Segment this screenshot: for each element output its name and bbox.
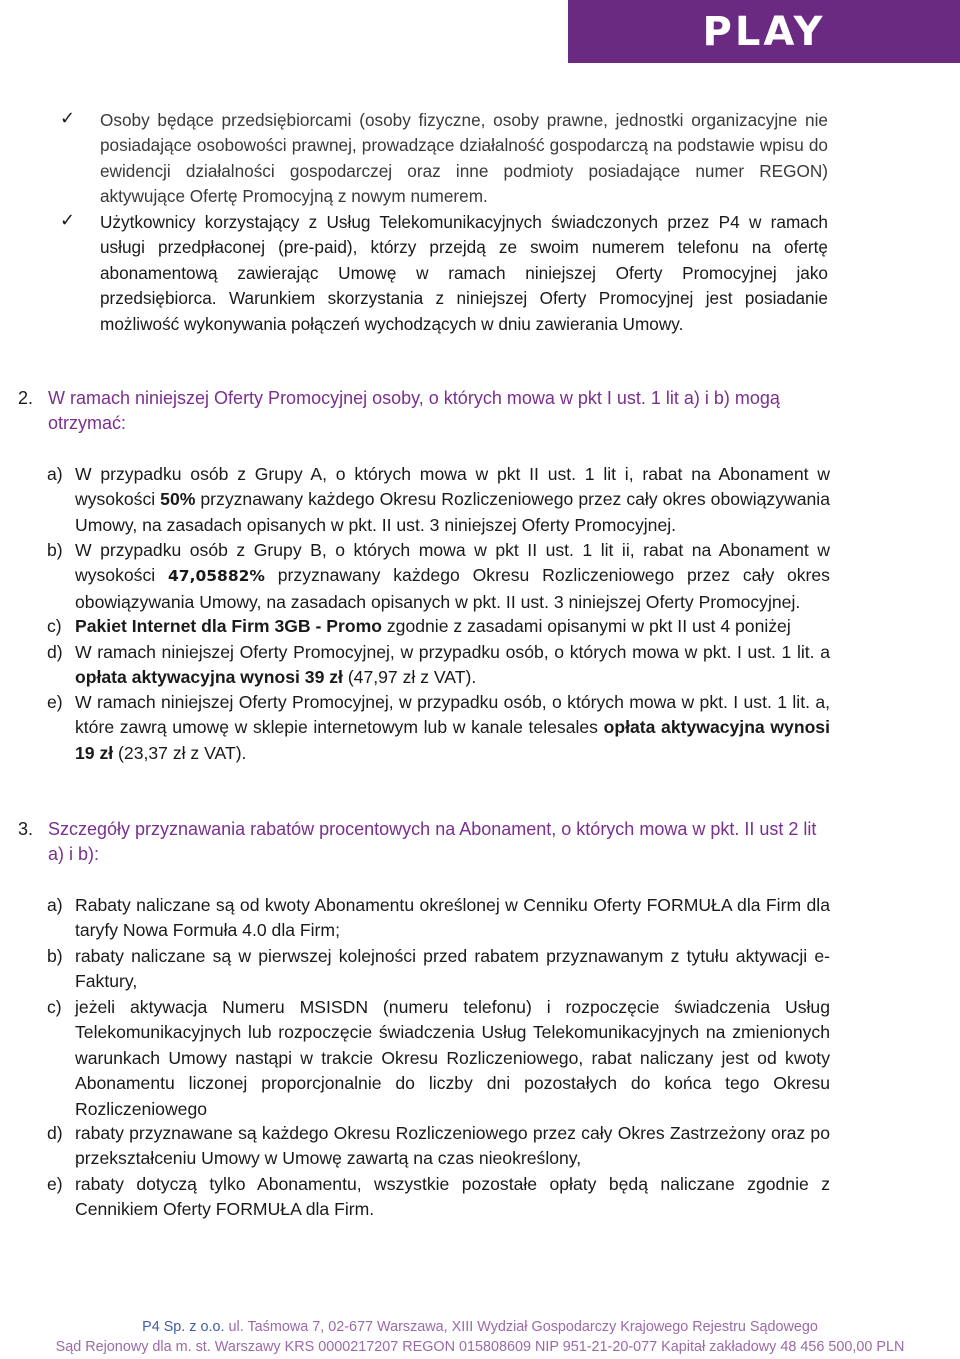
activation-fee: opłata aktywacyjna wynosi 39 zł: [75, 667, 343, 688]
section-title: W ramach niniejszej Oferty Promocyjnej osoby, o których mowa w pkt I ust. 1 lit a) i b) mogą otrzymać:: [48, 388, 780, 434]
footer-line-1: [0, 1319, 960, 1335]
item-text: W ramach niniejszej Oferty Promocyjnej, w przypadku osób, o których mowa w pkt. I ust. 1 lit. a opłata aktywacyjna wynosi 39 zł (47,97 zł z VAT).: [75, 642, 830, 688]
package-name: Pakiet Internet dla Firm 3GB - Promo: [75, 616, 382, 636]
item-letter: d): [47, 642, 63, 662]
item-letter: a): [47, 464, 63, 484]
item-letter: b): [47, 540, 63, 560]
section-number: 3.: [18, 819, 34, 839]
item-text: Pakiet Internet dla Firm 3GB - Promo zgodnie z zasadami opisanymi w pkt II ust 4 poniżej: [75, 616, 791, 636]
checkmark-icon: ✓: [60, 210, 76, 231]
item-text: W ramach niniejszej Oferty Promocyjnej, w przypadku osób, o których mowa w pkt. I ust. 1 lit. a, które zawrą umowę w sklepie internetowym lub w kanale telesales opłata aktywacyjna wynosi 19 zł (23,37 zł z VAT).: [75, 692, 830, 763]
activation-fee: opłata aktywacyjna wynosi 19 zł: [75, 717, 830, 763]
company-registry: Sąd Rejonowy dla m. st. Warszawy KRS 0000217207 REGON 015808609 NIP 951-21-20-077 Kapitał zakładowy 48 456 500,00 PLN: [55, 1339, 905, 1355]
section-number: 2.: [18, 388, 34, 408]
item-text: W przypadku osób z Grupy B, o których mowa w pkt II ust. 1 lit ii, rabat na Abonament w wysokości 47,05882% przyznawany każdego Okresu Rozliczeniowego przez cały okres obowiązywania Umowy, na zasadach opisanych w pkt. II ust. 3 niniejszej Oferty Promocyjnej.: [75, 540, 830, 612]
item-text: rabaty dotyczą tylko Abonamentu, wszystkie pozostałe opłaty będą naliczane zgodnie z Cennikiem Oferty FORMUŁA dla Firm.: [75, 1174, 830, 1220]
checkmark-icon: ✓: [60, 108, 76, 129]
item-text: rabaty przyznawane są każdego Okresu Rozliczeniowego przez cały Okres Zastrzeżony oraz po przekształceniu Umowy w Umowę zawartą na czas nieokreślony,: [75, 1123, 830, 1169]
section-title: Szczegóły przyznawania rabatów procentowych na Abonament, o których mowa w pkt. II ust 2 lit a) i b):: [48, 819, 817, 865]
item-letter: d): [47, 1123, 63, 1143]
item-text: jeżeli aktywacja Numeru MSISDN (numeru telefonu) i rozpoczęcie świadczenia Usług Telekomunikacyjnych lub rozpoczęcie świadczenia Usług Telekomunikacyjnych na zmienionych warunkach Umowy nastąpi w trakcie Okresu Rozliczeniowego, rabat naliczany jest od kwoty Abonamentu liczonej proporcjonalnie do liczby dni pozostałych do końca tego Okresu Rozliczeniowego: [75, 997, 830, 1119]
item-letter: a): [47, 895, 63, 915]
item-letter: e): [47, 692, 63, 712]
bullet-text: Osoby będące przedsiębiorcami (osoby fizyczne, osoby prawne, jednostki organizacyjne nie posiadające osobowości prawnej, prowadzące działalność gospodarczą na podstawie wpisu do ewidencji działalności gospodarczej oraz inne podmioty posiadające numer REGON) aktywujące Ofertę Promocyjną z nowym numerem.: [100, 110, 828, 207]
company-name: P4 Sp. z o.o.: [142, 1319, 225, 1335]
footer-line-2: [0, 1339, 960, 1355]
item-letter: b): [47, 946, 63, 966]
company-address: ul. Taśmowa 7, 02-677 Warszawa, XIII Wydział Gospodarczy Krajowego Rejestru Sądowego: [224, 1319, 818, 1335]
play-logo: [568, 0, 960, 63]
item-text: Rabaty naliczane są od kwoty Abonamentu określonej w Cenniku Oferty FORMUŁA dla Firm dla taryfy Nowa Formuła 4.0 dla Firm;: [75, 895, 830, 941]
item-text: W przypadku osób z Grupy A, o których mowa w pkt II ust. 1 lit i, rabat na Abonament w wysokości 50% przyznawany każdego Okresu Rozliczeniowego przez cały okres obowiązywania Umowy, na zasadach opisanych w pkt. II ust. 3 niniejszej Oferty Promocyjnej.: [75, 464, 830, 535]
bullet-text: Użytkownicy korzystający z Usług Telekomunikacyjnych świadczonych przez P4 w ramach usługi przedpłaconej (pre-paid), którzy przejdą ze swoim numerem telefonu na ofertę abonamentową zawierając Umowę w ramach niniejszej Oferty Promocyjnej jako przedsiębiorca. Warunkiem skorzystania z niniejszej Oferty Promocyjnej jest posiadanie możliwość wykonywania połączeń wychodzących w dniu zawierania Umowy.: [100, 212, 828, 334]
discount-value: 50%: [160, 489, 196, 510]
item-letter: c): [47, 616, 62, 636]
item-text: rabaty naliczane są w pierwszej kolejności przed rabatem przyznawanym z tytułu aktywacji e-Faktury,: [75, 946, 830, 992]
item-letter: e): [47, 1174, 63, 1194]
item-letter: c): [47, 997, 62, 1017]
discount-value: 47,05882%: [168, 567, 265, 586]
logo-text: PLAY: [702, 8, 826, 55]
